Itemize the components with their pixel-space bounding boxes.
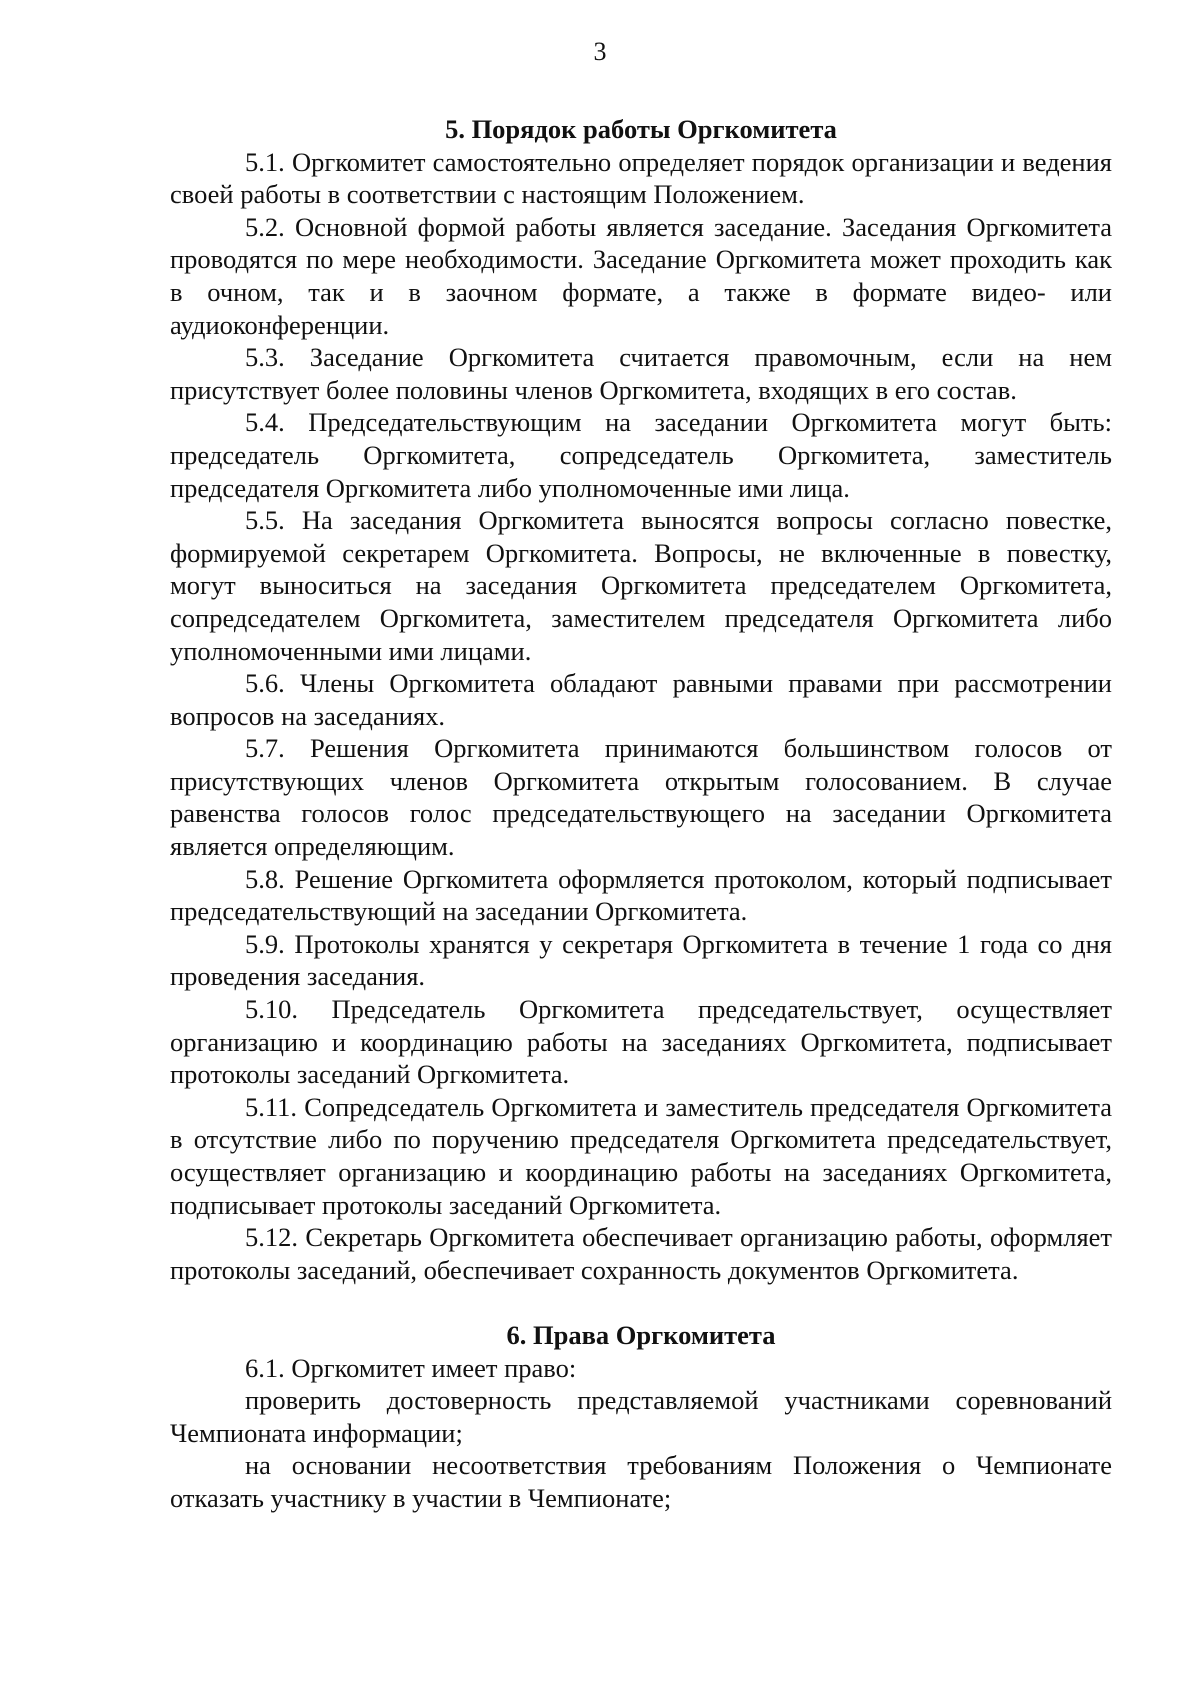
paragraph-5-5: 5.5. На заседания Оргкомитета выносятся вопросы согласно повестке, формируемой секретарем Оргкомитета. Вопросы, не включенные в повестку, могут выноситься на заседания Оргкомитета председателем Оргкомитета, сопредседателем Оргкомитета, заместителем председателя Оргкомитета либо уполномоченными ими лицами.	[170, 505, 1112, 666]
paragraph-6-1-item-2: на основании несоответствия требованиям Положения о Чемпионате отказать участнику в участии в Чемпионате;	[170, 1450, 1112, 1513]
page-number: 3	[593, 37, 607, 66]
paragraph-5-9: 5.9. Протоколы хранятся у секретаря Оргкомитета в течение 1 года со дня проведения заседания.	[170, 928, 1112, 992]
section-5-title: 5. Порядок работы Оргкомитета	[445, 114, 837, 144]
paragraph-6-1-item-1: проверить достоверность представляемой участниками соревнований Чемпионата информации;	[170, 1385, 1112, 1448]
paragraph-5-10: 5.10. Председатель Оргкомитета председательствует, осуществляет организацию и координацию работы на заседаниях Оргкомитета, подписывает протоколы заседаний Оргкомитета.	[170, 994, 1112, 1090]
paragraph-5-12: 5.12. Секретарь Оргкомитета обеспечивает организацию работы, оформляет протоколы заседаний, обеспечивает сохранность документов Оргкомитета.	[170, 1222, 1112, 1285]
document-body	[170, 113, 1112, 1515]
section-6-title: 6. Права Оргкомитета	[506, 1319, 776, 1350]
paragraph-5-6: 5.6. Члены Оргкомитета обладают равными правами при рассмотрении вопросов на заседаниях.	[170, 668, 1112, 731]
paragraph-5-3: 5.3. Заседание Оргкомитета считается правомочным, если на нем присутствует более половины членов Оргкомитета, входящих в его состав.	[170, 342, 1112, 405]
paragraph-5-1: 5.1. Оргкомитет самостоятельно определяет порядок организации и ведения своей работы в соответствии с настоящим Положением.	[170, 146, 1112, 210]
paragraph-6-1: 6.1. Оргкомитет имеет право:	[245, 1352, 577, 1383]
paragraph-5-2: 5.2. Основной формой работы является заседание. Заседания Оргкомитета проводятся по мере необходимости. Заседание Оргкомитета может проходить как в очном, так и в заочном формате, а также в формате видео- или аудиоконференции.	[170, 211, 1112, 340]
section-spacer	[170, 1286, 1112, 1319]
paragraph-5-8: 5.8. Решение Оргкомитета оформляется протоколом, который подписывает председательствующий на заседании Оргкомитета.	[170, 863, 1112, 927]
paragraph-5-7: 5.7. Решения Оргкомитета принимаются большинством голосов от присутствующих членов Оргкомитета открытым голосованием. В случае равенства голосов голос председательствующего на заседании Оргкомитета является определяющим.	[170, 733, 1112, 862]
paragraph-5-11: 5.11. Сопредседатель Оргкомитета и заместитель председателя Оргкомитета в отсутствие либо по поручению председателя Оргкомитета председательствует, осуществляет организацию и координацию работы на заседаниях Оргкомитета, подписывает протоколы заседаний Оргкомитета.	[170, 1091, 1112, 1220]
paragraph-5-4: 5.4. Председательствующим на заседании Оргкомитета могут быть: председатель Оргкомитета, сопредседатель Оргкомитета, заместитель председателя Оргкомитета либо уполномоченные ими лица.	[170, 407, 1112, 503]
